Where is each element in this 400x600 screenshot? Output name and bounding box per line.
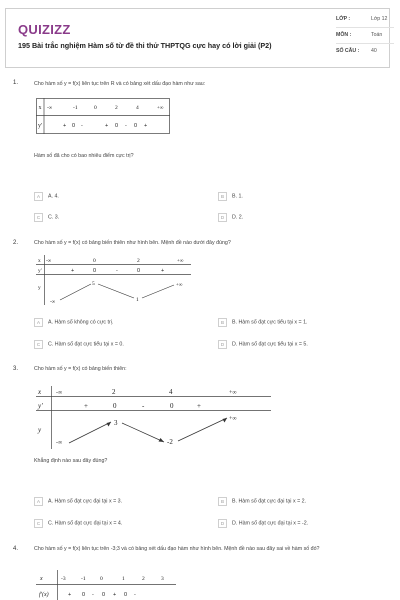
x-value: -1 bbox=[73, 105, 78, 111]
arrow-down bbox=[122, 423, 164, 442]
y-value: +∞ bbox=[176, 283, 183, 288]
sign: 0 bbox=[124, 592, 128, 598]
x-label: x bbox=[38, 258, 41, 264]
yprime-label: y' bbox=[38, 402, 43, 410]
x-value: 0 bbox=[93, 258, 96, 264]
question-text: Cho hàm số y = f(x) có bảng biến thiên: bbox=[34, 366, 127, 372]
answer-option-c[interactable] bbox=[34, 213, 59, 222]
answer-option-d[interactable] bbox=[218, 519, 308, 528]
x-value: 4 bbox=[136, 105, 139, 111]
y-value: 5 bbox=[92, 281, 95, 287]
answer-option-a[interactable] bbox=[34, 318, 113, 327]
x-label: x bbox=[40, 576, 43, 582]
x-value: -∞ bbox=[56, 390, 63, 396]
sign: 0 bbox=[113, 402, 117, 410]
sign: + bbox=[68, 592, 72, 598]
class-value: Lớp 12 bbox=[371, 16, 388, 22]
question-number: 1. bbox=[13, 80, 19, 86]
yprime-label: y' bbox=[38, 123, 43, 129]
question-number: 2. bbox=[13, 240, 19, 246]
sign: - bbox=[125, 123, 127, 129]
x-value: +∞ bbox=[157, 106, 164, 111]
question-number: 3. bbox=[13, 366, 19, 372]
option-letter: D bbox=[218, 519, 227, 528]
divider bbox=[336, 27, 394, 28]
yprime-label: y' bbox=[38, 268, 42, 274]
answer-option-d[interactable] bbox=[218, 340, 308, 349]
sign: + bbox=[144, 123, 148, 129]
y-value: -2 bbox=[167, 438, 173, 446]
count-label: SỐ CÂU : bbox=[336, 48, 360, 54]
question-text: Cho hàm số y = f(x) có bảng biến thiên như hình bên. Mệnh đề nào dưới đây đúng? bbox=[34, 240, 231, 246]
arrow-down bbox=[98, 284, 134, 298]
option-letter: B bbox=[218, 192, 227, 201]
option-text: C. Hàm số đạt cực đại tại x = 4. bbox=[48, 520, 123, 527]
question-number: 4. bbox=[13, 546, 19, 552]
option-text: C. Hàm số đạt cực tiểu tại x = 0. bbox=[48, 341, 124, 348]
y-value: -∞ bbox=[50, 300, 56, 305]
arrowhead bbox=[223, 418, 228, 423]
arrow-up bbox=[178, 418, 227, 441]
sign: 0 bbox=[137, 268, 141, 274]
x-label: x bbox=[38, 388, 42, 396]
answer-option-b[interactable] bbox=[218, 497, 306, 506]
option-text: D. 2. bbox=[232, 214, 244, 221]
option-text: B. 1. bbox=[232, 193, 243, 200]
option-text: A. Hàm số không có cực trị. bbox=[48, 319, 114, 326]
y-label: y bbox=[38, 426, 42, 434]
variation-table-q2 bbox=[36, 255, 196, 305]
x-value: +∞ bbox=[229, 390, 237, 396]
answer-option-c[interactable] bbox=[34, 519, 122, 528]
sign: 0 bbox=[93, 268, 97, 274]
worksheet-header bbox=[5, 8, 390, 68]
option-text: A. 4. bbox=[48, 193, 59, 200]
x-value: 4 bbox=[169, 388, 173, 396]
sign: 0 bbox=[102, 592, 106, 598]
divider bbox=[336, 43, 394, 44]
sign: 0 bbox=[72, 123, 76, 129]
option-letter: C bbox=[34, 340, 43, 349]
answer-option-b[interactable] bbox=[218, 192, 243, 201]
y-label: y bbox=[38, 285, 41, 291]
sign: - bbox=[142, 402, 145, 410]
arrow-up bbox=[69, 422, 111, 443]
yprime-label: f'(x) bbox=[39, 592, 49, 598]
subject-label: MÔN : bbox=[336, 32, 352, 38]
sign: 0 bbox=[170, 402, 174, 410]
sign: + bbox=[197, 402, 201, 410]
sign: 0 bbox=[82, 592, 86, 598]
subject-value: Toán bbox=[371, 32, 383, 38]
sign-table-q4 bbox=[36, 570, 186, 600]
question-text: Cho hàm số y = f(x) liên tục trên R và có bảng xét dấu đạo hàm như sau: bbox=[34, 81, 206, 87]
x-value: 0 bbox=[94, 105, 97, 111]
sign: + bbox=[105, 123, 109, 129]
sign: 0 bbox=[134, 123, 138, 129]
option-letter: C bbox=[34, 519, 43, 528]
sign-table-q1 bbox=[36, 98, 176, 134]
option-text: C. 3. bbox=[48, 214, 60, 221]
y-value: +∞ bbox=[229, 416, 237, 422]
sign: + bbox=[71, 268, 75, 274]
option-letter: A bbox=[34, 192, 43, 201]
option-text: D. Hàm số đạt cực tiểu tại x = 5. bbox=[232, 341, 308, 348]
y-value: 3 bbox=[114, 419, 118, 427]
option-letter: D bbox=[218, 340, 227, 349]
count-value: 40 bbox=[371, 48, 377, 54]
sign: + bbox=[113, 592, 117, 598]
answer-option-c[interactable] bbox=[34, 340, 124, 349]
x-value: 2 bbox=[112, 388, 116, 396]
sign: + bbox=[63, 123, 67, 129]
worksheet-title: 195 Bài trắc nghiệm Hàm số từ đề thi thử THPTQG cực hay có lời giải (P2) bbox=[18, 41, 272, 50]
option-letter: B bbox=[218, 497, 227, 506]
x-value: -∞ bbox=[46, 259, 52, 264]
question-text: Cho hàm số y = f(x) liên tục trên -3;3 và có bảng xét dấu đạo hàm như hình bên. Mệnh đề nào sau đây sai về hàm số đó? bbox=[34, 546, 320, 552]
table-border bbox=[37, 99, 170, 134]
option-text: D. Hàm số đạt cực đại tại x = -2. bbox=[232, 520, 309, 527]
quizizz-logo: QUIZIZZ bbox=[18, 22, 71, 37]
class-label: LỚP : bbox=[336, 16, 351, 22]
sign: - bbox=[92, 592, 94, 598]
y-value: -∞ bbox=[56, 440, 63, 446]
x-value: 2 bbox=[142, 576, 145, 582]
x-value: -1 bbox=[81, 576, 86, 582]
question-prompt: Hàm số đã cho có bao nhiêu điểm cực trị? bbox=[34, 153, 134, 159]
x-value: 1 bbox=[122, 576, 125, 582]
answer-option-a[interactable] bbox=[34, 497, 122, 506]
answer-option-b[interactable] bbox=[218, 318, 308, 327]
x-value: -∞ bbox=[47, 106, 53, 111]
sign: - bbox=[116, 268, 118, 274]
sign: - bbox=[81, 123, 83, 129]
arrow-up bbox=[142, 285, 174, 298]
answer-option-a[interactable] bbox=[34, 192, 59, 201]
x-value: 3 bbox=[161, 576, 164, 582]
option-letter: D bbox=[218, 213, 227, 222]
x-value: +∞ bbox=[177, 259, 184, 264]
x-value: 2 bbox=[137, 258, 140, 264]
option-letter: A bbox=[34, 318, 43, 327]
sign: + bbox=[84, 402, 88, 410]
option-text: A. Hàm số đạt cực đại tại x = 3. bbox=[48, 498, 123, 505]
sign: - bbox=[134, 592, 136, 598]
answer-option-d[interactable] bbox=[218, 213, 243, 222]
option-letter: B bbox=[218, 318, 227, 327]
y-value: 1 bbox=[136, 297, 139, 303]
sign: 0 bbox=[115, 123, 119, 129]
x-value: 0 bbox=[100, 576, 103, 582]
option-text: B. Hàm số đạt cực tiểu tại x = 1. bbox=[232, 319, 308, 326]
x-label: x bbox=[38, 105, 42, 111]
option-text: B. Hàm số đạt cực đại tại x = 2. bbox=[232, 498, 307, 505]
x-value: 2 bbox=[115, 105, 118, 111]
sign: + bbox=[161, 268, 165, 274]
question-prompt: Khẳng định nào sau đây đúng? bbox=[34, 458, 108, 464]
option-letter: A bbox=[34, 497, 43, 506]
variation-table-q3 bbox=[36, 383, 276, 449]
arrow-up bbox=[60, 284, 91, 300]
x-value: -3 bbox=[61, 576, 66, 582]
option-letter: C bbox=[34, 213, 43, 222]
